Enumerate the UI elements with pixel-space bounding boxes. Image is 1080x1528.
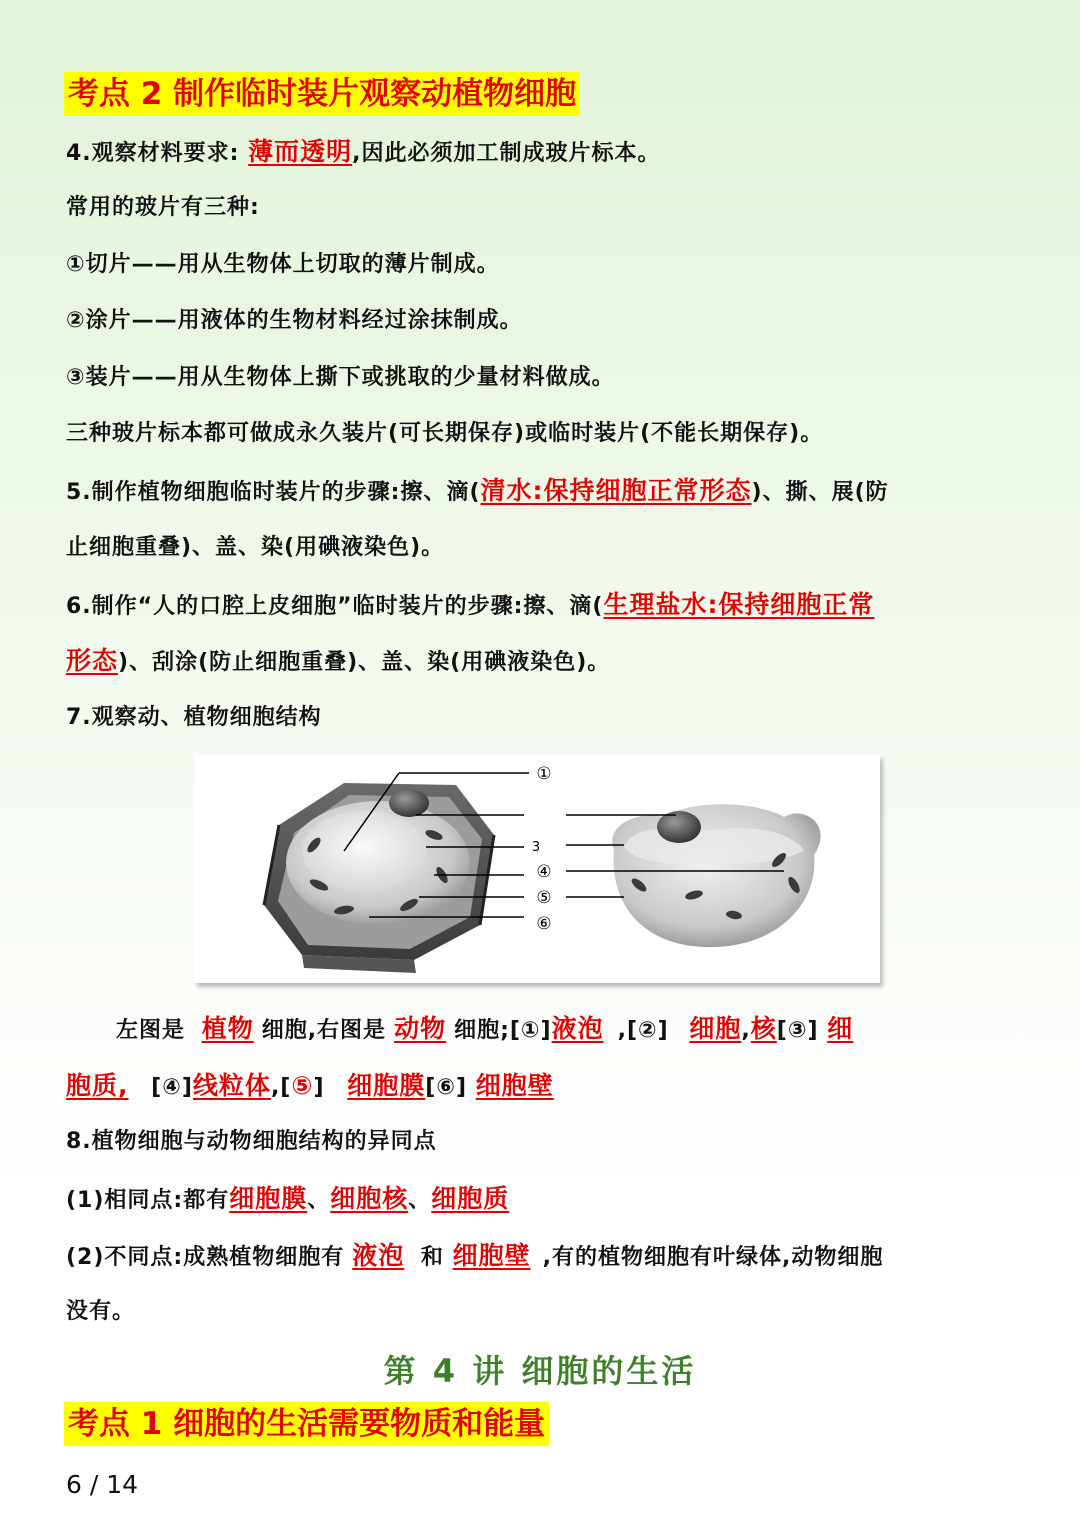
- answer-membrane: 细胞膜: [347, 1071, 426, 1100]
- answer-same-cytoplasm: 细胞质: [431, 1184, 510, 1213]
- answer-saline: 生理盐水:保持细胞正常: [603, 590, 875, 619]
- item-8-same: (1)相同点:都有细胞膜、细胞核、细胞质: [66, 1184, 510, 1213]
- cell-diagram: [194, 755, 880, 983]
- section-title-1: 考点 1 细胞的生活需要物质和能量: [64, 1402, 549, 1446]
- slide-type-smear: ②涂片——用液体的生物材料经过涂抹制成。: [66, 308, 523, 333]
- answer-plant: 植物: [201, 1014, 254, 1043]
- lecture-title: 第 4 讲 细胞的生活: [383, 1352, 697, 1390]
- slides-intro: 常用的玻片有三种:: [66, 195, 260, 220]
- item-5-line2: 止细胞重叠)、盖、染(用碘液染色)。: [66, 535, 445, 560]
- answer-animal: 动物: [394, 1014, 447, 1043]
- item-6-line1: 6.制作“人的口腔上皮细胞”临时装片的步骤:擦、滴(生理盐水:保持细胞正常: [66, 590, 875, 619]
- item-7-title: 7.观察动、植物细胞结构: [66, 705, 322, 730]
- item-4: 4.观察材料要求: 薄而透明,因此必须加工制成玻片标本。: [66, 137, 661, 166]
- label-5: ⑤: [536, 888, 552, 908]
- label-five-red: ⑤: [291, 1071, 314, 1100]
- label-3: 3: [531, 840, 541, 855]
- answer-thin-transparent: 薄而透明: [248, 137, 353, 166]
- animal-cell: [612, 804, 820, 947]
- item-8-diff: (2)不同点:成熟植物细胞有 液泡 和 细胞壁 ,有的植物细胞有叶绿体,动物细胞: [66, 1241, 884, 1270]
- page-number: 6 / 14: [66, 1470, 139, 1499]
- item-7-answers-line2: 胞质, [④]线粒体,[⑤] 细胞膜[⑥] 细胞壁: [66, 1071, 554, 1100]
- answer-cell-nucleus: 细胞: [689, 1014, 742, 1043]
- item-8-diff-line2: 没有。: [66, 1299, 136, 1324]
- item-8-title: 8.植物细胞与动物细胞结构的异同点: [66, 1129, 437, 1154]
- section-title-2: 考点 2 制作临时装片观察动植物细胞: [64, 72, 580, 116]
- answer-clear-water: 清水:保持细胞正常形态: [480, 476, 752, 505]
- slide-type-mount: ③装片——用从生物体上撕下或挑取的少量材料做成。: [66, 365, 615, 390]
- slide-type-section: ①切片——用从生物体上切取的薄片制成。: [66, 252, 500, 277]
- animal-cytoplasm: [612, 804, 820, 947]
- label-1: ①: [536, 764, 552, 784]
- answer-cytoplasm-1: 细: [827, 1014, 854, 1043]
- answer-diff-vacuole: 液泡: [352, 1241, 405, 1270]
- item-7-answers-line1: 左图是 植物 细胞,右图是 动物 细胞;[①]液泡 ,[②] 细胞,核[③] 细: [116, 1014, 854, 1043]
- answer-same-nucleus: 细胞核: [330, 1184, 409, 1213]
- item-6-line2: 形态)、刮涂(防止细胞重叠)、盖、染(用碘液染色)。: [66, 646, 611, 675]
- label-4: ④: [536, 862, 552, 882]
- answer-cytoplasm-2: 胞质,: [66, 1071, 129, 1100]
- item-5-line1: 5.制作植物细胞临时装片的步骤:擦、滴(清水:保持细胞正常形态)、撕、展(防: [66, 476, 889, 505]
- answer-mitochondria: 线粒体: [192, 1071, 271, 1100]
- slides-note: 三种玻片标本都可做成永久装片(可长期保存)或临时装片(不能长期保存)。: [66, 421, 824, 446]
- plant-nucleus: [389, 789, 429, 817]
- plant-cell: [264, 783, 494, 973]
- label-6: ⑥: [536, 914, 552, 934]
- answer-cell-wall: 细胞壁: [475, 1071, 554, 1100]
- answer-saline-cont: 形态: [66, 646, 119, 675]
- cell-diagram-svg: [194, 755, 880, 983]
- answer-same-membrane: 细胞膜: [229, 1184, 308, 1213]
- answer-vacuole: 液泡: [551, 1014, 604, 1043]
- animal-nucleus: [657, 811, 701, 843]
- answer-nucleus-char: 核: [750, 1014, 777, 1043]
- figure-labels: [532, 764, 552, 934]
- answer-diff-wall: 细胞壁: [452, 1241, 531, 1270]
